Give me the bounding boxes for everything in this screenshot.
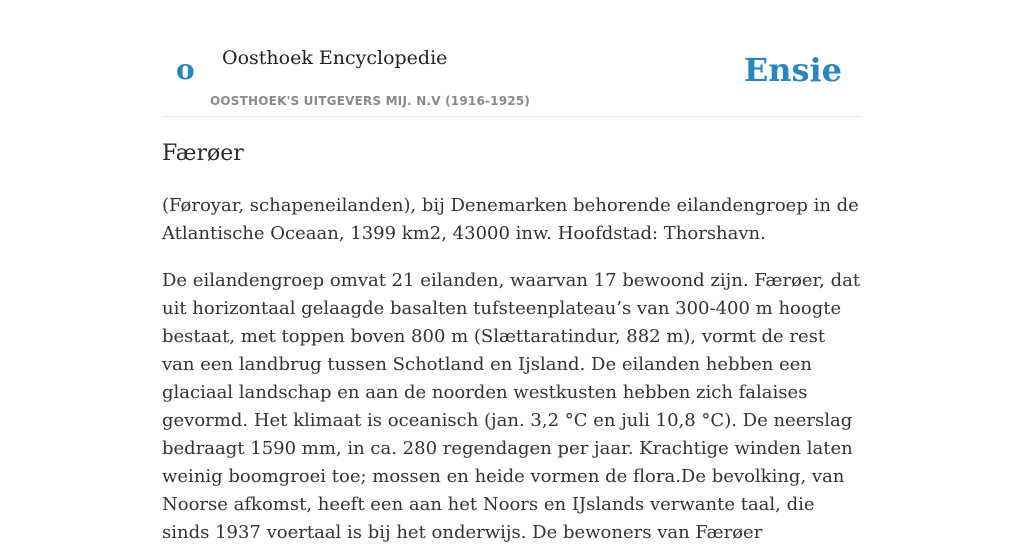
ensie-brand-link[interactable]: Ensie	[743, 51, 842, 89]
logo-mark[interactable]: o	[176, 53, 195, 86]
article	[162, 138, 862, 547]
site-header	[162, 30, 862, 117]
article-paragraph-1: (Føroyar, schapeneilanden), bij Denemarken behorende eilandengroep in de Atlantische Oceaan, 1399 km2, 43000 inw. Hoofdstad: Thorshavn.	[162, 195, 859, 244]
article-paragraph-2: De eilandengroep omvat 21 eilanden, waarvan 17 bewoond zijn. Færøer, dat uit horizontaal gelaagde basalten tufsteenplateau’s van 300-400 m hoogte bestaat, met toppen boven 800 m (Slættaratindur, 882 m), vormt de rest van een landbrug tussen Schotland en Ijsland. De eilanden hebben een glaciaal landschap en aan de noorden westkusten hebben zich falaises gevormd. Het klimaat is oceanisch (jan. 3,2 °C en juli 10,8 °C). De neerslag bedraagt 1590 mm, in ca. 280 regendagen per jaar. Krachtige winden laten weinig boomgroei toe; mossen en heide vormen de flora.De bevolking, van Noorse afkomst, heeft een aan het Noors en IJslands verwante taal, die sinds 1937 voertaal is bij het onderwijs. De bewoners van Færøer	[162, 270, 861, 543]
article-title: Færøer	[162, 141, 244, 166]
site-title[interactable]: Oosthoek Encyclopedie	[222, 47, 448, 69]
publisher-label: OOSTHOEK'S UITGEVERS MIJ. N.V (1916-1925)	[210, 94, 531, 108]
